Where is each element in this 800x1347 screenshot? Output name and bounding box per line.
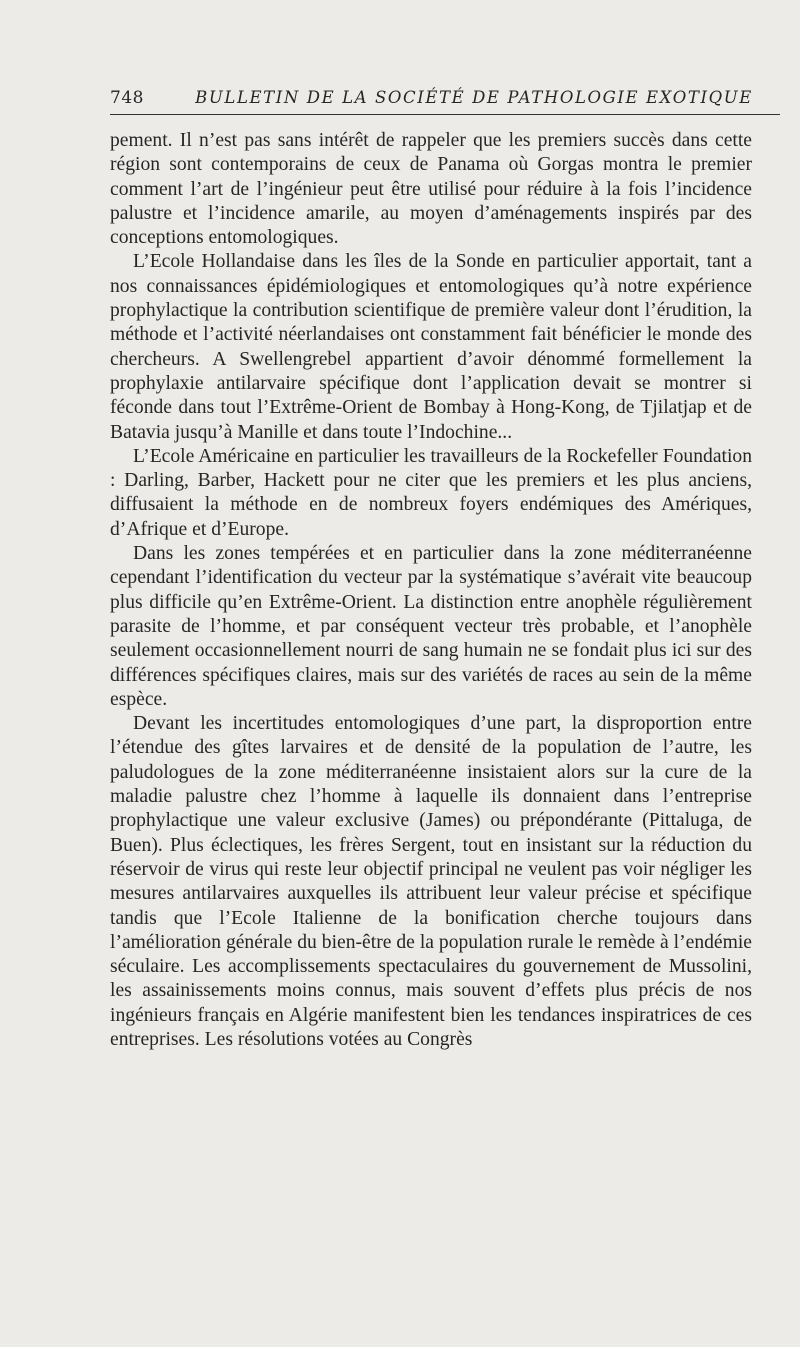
body-text [110,129,752,1052]
paragraph-temperate-zones: Dans les zones tempérées et en particulier dans la zone méditerranéenne cependant l’identification du vecteur par la systématique s’avérait vite beaucoup plus difficile qu’en Extrême-Orient. La distinction entre anophèle régulièrement parasite de l’homme, et par conséquent vecteur très probable, et l’anophèle seulement occasionnellement nourri de sang humain ne se fondait plus ici sur des différences spécifiques claires, mais sur des variétés de races au sein de la même espèce. [110,543,752,710]
page-header [110,88,780,115]
running-title: BULLETIN DE LA SOCIÉTÉ DE PATHOLOGIE EXOTIQUE [195,88,753,107]
paragraph-mediterranean-approach: Devant les incertitudes entomologiques d’une part, la disproportion entre l’étendue des gîtes larvaires et de densité de la population de l’autre, les paludologues de la zone méditerranéenne insistaient alors sur la cure de la maladie palustre chez l’homme à laquelle ils donnaient dans l’entreprise prophylactique une valeur exclusive (James) ou prépondérante (Pittaluga, de Buen). Plus éclectiques, les frères Sergent, tout en insistant sur la réduction du réservoir de virus qui reste leur objectif principal ne veulent pas voir négliger les mesures antilarvaires auxquelles ils attribuent leur valeur précise et spécifique tandis que l’Ecole Italienne de la bonification cherche toujours dans l’amélioration générale du bien-être de la population rurale le remède à l’endémie séculaire. Les accomplissements spectaculaires du gouvernement de Mussolini, les assainissements moins connus, mais souvent d’effets plus précis de nos ingénieurs français en Algérie manifestent bien les tendances inspiratrices de ces entreprises. Les résolutions votées au Congrès [110,713,752,1050]
paragraph-american-school: L’Ecole Américaine en particulier les travailleurs de la Rockefeller Foundation : Darling, Barber, Hackett pour ne citer que les premiers et les plus anciens, diffusaient la méthode en de nombreux foyers endémiques des Amériques, d’Afrique et d’Europe. [110,445,752,540]
paragraph-continuation: pement. Il n’est pas sans intérêt de rappeler que les premiers succès dans cette région sont contemporains de ceux de Panama où Gorgas montra le premier comment l’art de l’ingénieur peut être utilisé pour réduire à la fois l’incidence palustre et l’incidence amarile, au moyen d’aménagements inspirés par des conceptions entomologiques. [110,130,752,249]
paragraph-dutch-school: L’Ecole Hollandaise dans les îles de la Sonde en particulier apportait, tant a nos connaissances épidémiologiques et entomologiques qu’à notre expérience prophylactique la contribution scientifique de première valeur dont l’érudition, la méthode et l’activité néerlandaises ont constamment fait bénéficier le monde des chercheurs. A Swellengrebel appartient d’avoir dénommé formellement la prophylaxie antilarvaire spécifique dont l’application devait se montrer si féconde dans tout l’Extrême-Orient de Bombay à Hong-Kong, de Tjilatjap et de Batavia jusqu’à Manille et dans toute l’Indochine... [110,251,752,443]
page-number: 748 [110,88,144,108]
